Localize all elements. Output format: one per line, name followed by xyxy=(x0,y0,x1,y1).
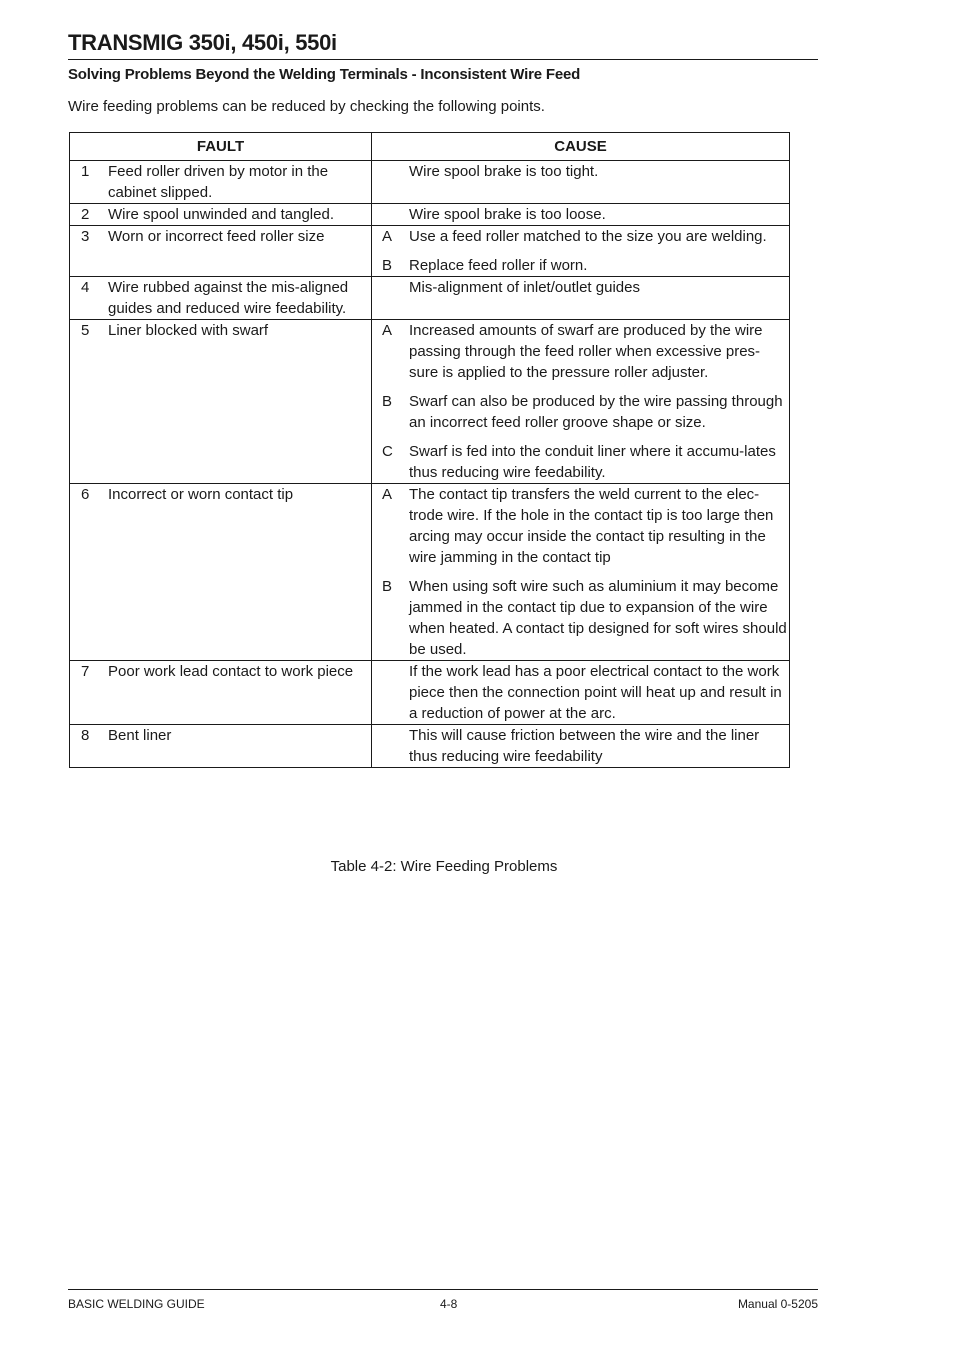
cause-item xyxy=(372,226,789,247)
cause-item xyxy=(372,277,789,298)
cause-cell xyxy=(372,161,790,204)
table-row xyxy=(70,484,790,661)
cause-text: Use a feed roller matched to the size you are welding. xyxy=(409,228,767,245)
table-row xyxy=(70,161,790,204)
fault-text: Bent liner xyxy=(108,727,172,744)
cause-text: Mis-alignment of inlet/outlet guides xyxy=(409,279,640,296)
table-body xyxy=(70,161,790,768)
table-row xyxy=(70,661,790,725)
fault-cell xyxy=(70,226,372,277)
cause-cell xyxy=(372,725,790,768)
cause-letter xyxy=(372,161,409,182)
cause-cell xyxy=(372,320,790,484)
cause-letter: A xyxy=(382,322,393,339)
cause-letter xyxy=(372,277,409,298)
fault-text: Worn or incorrect feed roller size xyxy=(108,228,325,245)
fault-text: Feed roller driven by motor in the cabinet slipped. xyxy=(108,163,329,201)
table-caption: Table 4-2: Wire Feeding Problems xyxy=(330,858,558,875)
cause-letter xyxy=(372,204,409,225)
fault-cell xyxy=(70,204,372,226)
table-row xyxy=(70,277,790,320)
cause-text: Replace feed roller if worn. xyxy=(409,257,588,274)
cause-text: Wire spool brake is too tight. xyxy=(409,163,599,180)
fault-text: Wire spool unwinded and tangled. xyxy=(108,206,334,223)
fault-number: 4 xyxy=(81,279,90,296)
cause-letter: C xyxy=(382,443,393,460)
table-row xyxy=(70,320,790,484)
cause-text: The contact tip transfers the weld current to the elec-trode wire. If the hole in the contact tip is too large then arcing may occur inside the contact tip resulting in the wire jamming in the contact tip xyxy=(409,486,774,566)
fault-number: 3 xyxy=(81,228,90,245)
page-title: TRANSMIG 350i, 450i, 550i xyxy=(68,30,337,55)
table-row xyxy=(70,725,790,768)
fault-number: 6 xyxy=(81,486,90,503)
table-row xyxy=(70,226,790,277)
fault-cell xyxy=(70,320,372,484)
cause-cell xyxy=(372,204,790,226)
section-heading: Solving Problems Beyond the Welding Terminals - Inconsistent Wire Feed xyxy=(68,66,581,83)
cause-item xyxy=(372,161,789,182)
cause-item xyxy=(372,441,789,483)
cause-item xyxy=(372,484,789,568)
fault-number: 5 xyxy=(81,322,90,339)
cause-cell xyxy=(372,661,790,725)
cause-text: This will cause friction between the wire and the liner thus reducing wire feedability xyxy=(409,727,760,765)
cause-text: Wire spool brake is too loose. xyxy=(409,206,606,223)
fault-cell xyxy=(70,484,372,661)
cause-cell xyxy=(372,226,790,277)
cause-item xyxy=(372,661,789,724)
table-header-row xyxy=(70,133,790,161)
cause-letter xyxy=(372,661,409,724)
footer-divider xyxy=(68,1289,818,1290)
table-row xyxy=(70,204,790,226)
cause-letter: A xyxy=(382,228,393,245)
cause-item xyxy=(372,391,789,433)
fault-number: 7 xyxy=(81,663,90,680)
cause-letter: A xyxy=(382,486,393,503)
fault-cell xyxy=(70,725,372,768)
cause-item xyxy=(372,320,789,383)
fault-number: 8 xyxy=(81,727,90,744)
fault-text: Liner blocked with swarf xyxy=(108,322,269,339)
fault-text: Incorrect or worn contact tip xyxy=(108,486,294,503)
cause-cell xyxy=(372,484,790,661)
column-header-fault: FAULT xyxy=(70,133,372,161)
cause-item xyxy=(372,725,789,767)
intro-paragraph: Wire feeding problems can be reduced by checking the following points. xyxy=(68,98,545,115)
fault-text: Poor work lead contact to work piece xyxy=(108,663,354,680)
cause-letter xyxy=(372,725,409,767)
cause-letter: B xyxy=(382,257,393,274)
cause-letter: B xyxy=(382,393,393,410)
cause-text: Swarf is fed into the conduit liner where it accumu-lates thus reducing wire feedability. xyxy=(409,443,776,481)
column-header-cause: CAUSE xyxy=(372,133,790,161)
cause-item xyxy=(372,576,789,660)
fault-cell xyxy=(70,661,372,725)
fault-text: Wire rubbed against the mis-aligned guides and reduced wire feedability. xyxy=(108,279,349,317)
cause-cell xyxy=(372,277,790,320)
cause-text: If the work lead has a poor electrical contact to the work piece then the connection point will heat up and result in a reduction of power at the arc. xyxy=(409,663,782,722)
cause-text: Increased amounts of swarf are produced by the wire passing through the feed roller when excessive pres-sure is applied to the pressure roller adjuster. xyxy=(409,322,763,381)
cause-text: When using soft wire such as aluminium it may become jammed in the contact tip due to expansion of the wire when heated. A contact tip designed for soft wires should be used. xyxy=(409,578,787,658)
title-divider xyxy=(68,59,818,60)
fault-number: 1 xyxy=(81,163,90,180)
cause-letter: B xyxy=(382,578,393,595)
fault-cell xyxy=(70,277,372,320)
footer-guide-name: BASIC WELDING GUIDE xyxy=(68,1297,205,1311)
cause-item xyxy=(372,255,789,276)
fault-number: 2 xyxy=(81,206,90,223)
wire-feeding-problems-table xyxy=(69,132,790,768)
footer-page-number: 4-8 xyxy=(440,1297,458,1311)
cause-text: Swarf can also be produced by the wire passing through an incorrect feed roller groove shape or size. xyxy=(409,393,783,431)
footer-manual-number: Manual 0-5205 xyxy=(737,1297,818,1311)
fault-cell xyxy=(70,161,372,204)
cause-item xyxy=(372,204,789,225)
